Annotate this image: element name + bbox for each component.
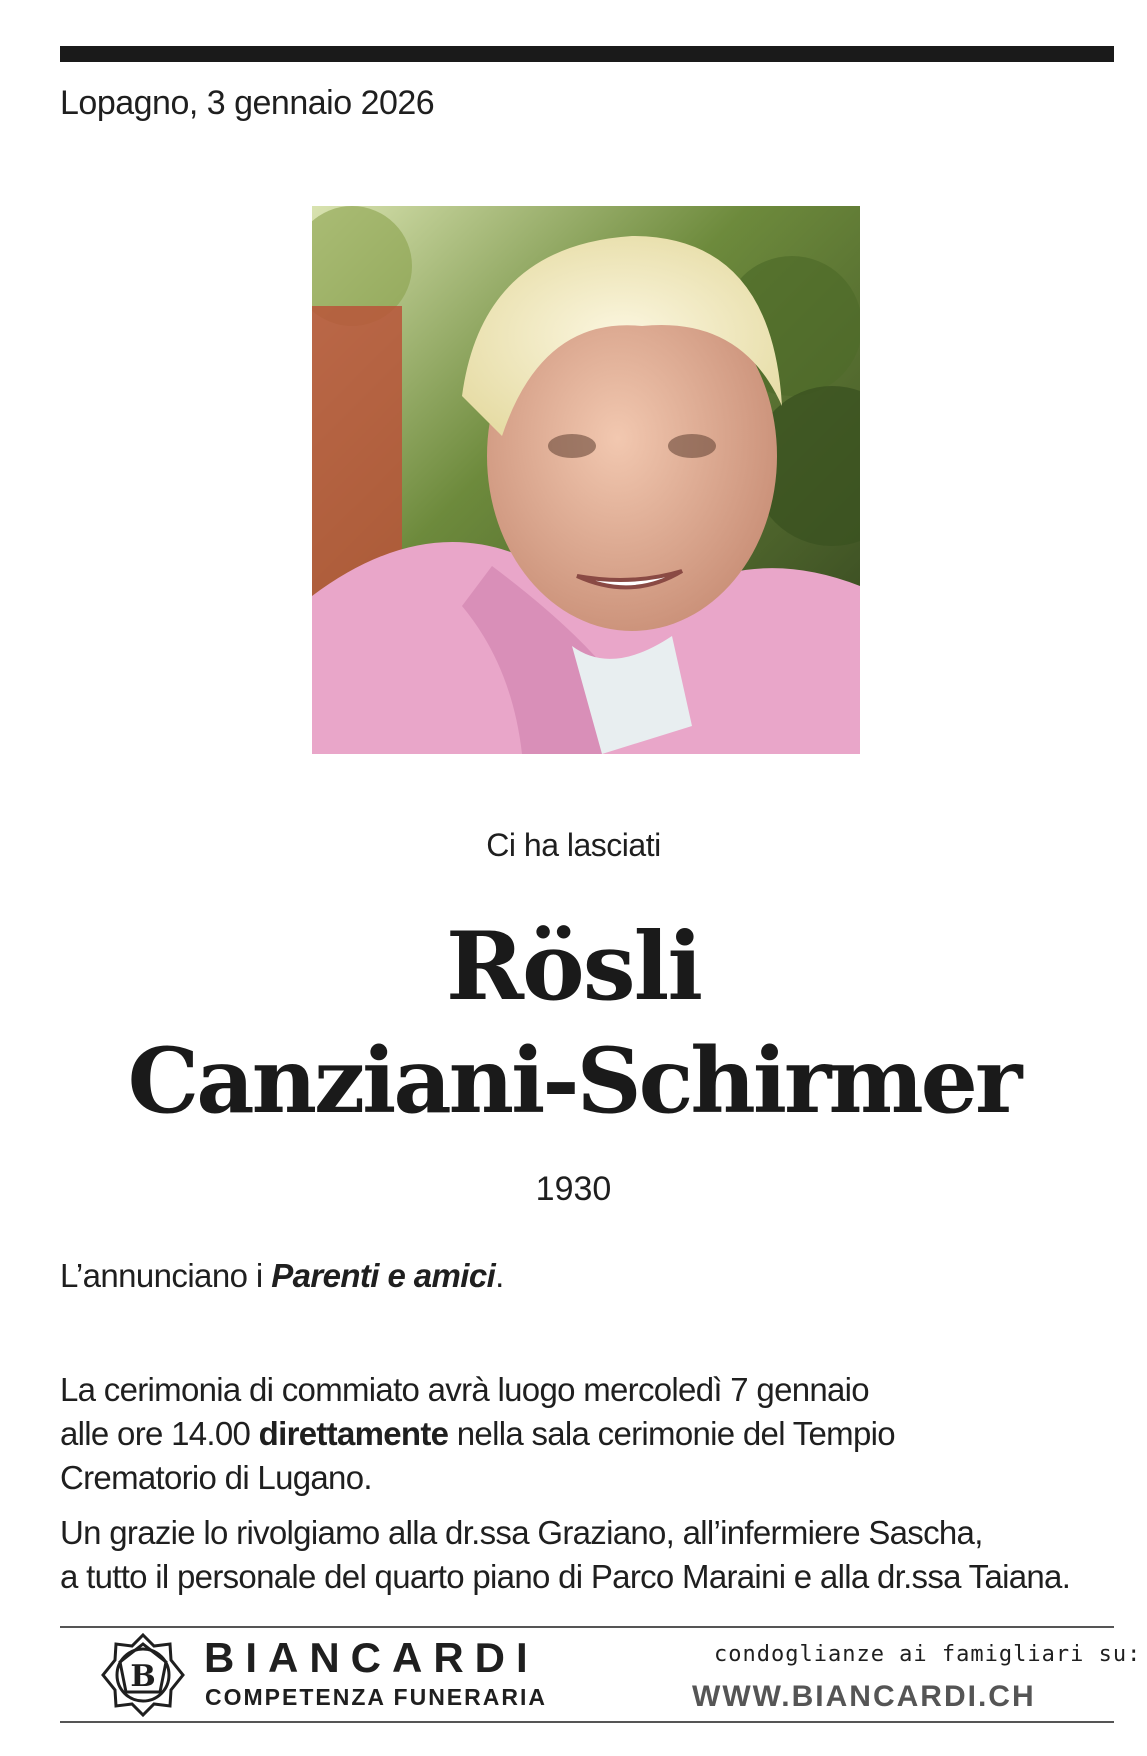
footer-top-rule — [60, 1626, 1114, 1628]
ceremony-line-2-end: nella sala cerimonie del Tempio — [448, 1415, 895, 1452]
logo-letter: B — [130, 1659, 156, 1694]
portrait-photo — [312, 206, 860, 754]
deceased-surname: Canziani-Schirmer — [127, 1028, 1020, 1134]
biancardi-logo-icon — [100, 1632, 186, 1718]
announce-suffix: . — [495, 1257, 504, 1294]
announce-emphasis: Parenti e amici — [271, 1257, 496, 1294]
ceremony-line-2-start: alle ore 14.00 — [60, 1415, 259, 1452]
footer-bottom-rule — [60, 1721, 1114, 1723]
intro-text: Ci ha lasciati — [486, 827, 661, 863]
ceremony-line-2 — [60, 1412, 1120, 1456]
place-date: Lopagno, 3 gennaio 2026 — [60, 84, 435, 122]
top-rule — [60, 46, 1114, 62]
brand-name: BIANCARDI — [204, 1634, 539, 1681]
ceremony-line-1: La cerimonia di commiato avrà luogo mercoledì 7 gennaio — [60, 1371, 869, 1408]
brand-tagline: COMPETENZA FUNERARIA — [205, 1684, 547, 1710]
thanks-paragraph — [60, 1511, 1120, 1599]
thanks-line-2: a tutto il personale del quarto piano di Parco Maraini e alla dr.ssa Taiana. — [60, 1558, 1071, 1595]
ceremony-paragraph — [60, 1368, 1120, 1500]
ceremony-line-3: Crematorio di Lugano. — [60, 1459, 372, 1496]
ceremony-emphasis: direttamente — [258, 1415, 449, 1452]
announcement-line — [60, 1257, 504, 1295]
thanks-line-1: Un grazie lo rivolgiamo alla dr.ssa Graziano, all’infermiere Sascha, — [60, 1514, 983, 1551]
birth-year: 1930 — [535, 1170, 612, 1208]
website-link[interactable]: WWW.BIANCARDI.CH — [692, 1680, 1036, 1713]
condolences-text: condoglianze ai famigliari su: — [714, 1642, 1142, 1667]
deceased-first-name: Rösli — [445, 912, 702, 1022]
announce-prefix: L’annunciano i — [60, 1257, 272, 1294]
